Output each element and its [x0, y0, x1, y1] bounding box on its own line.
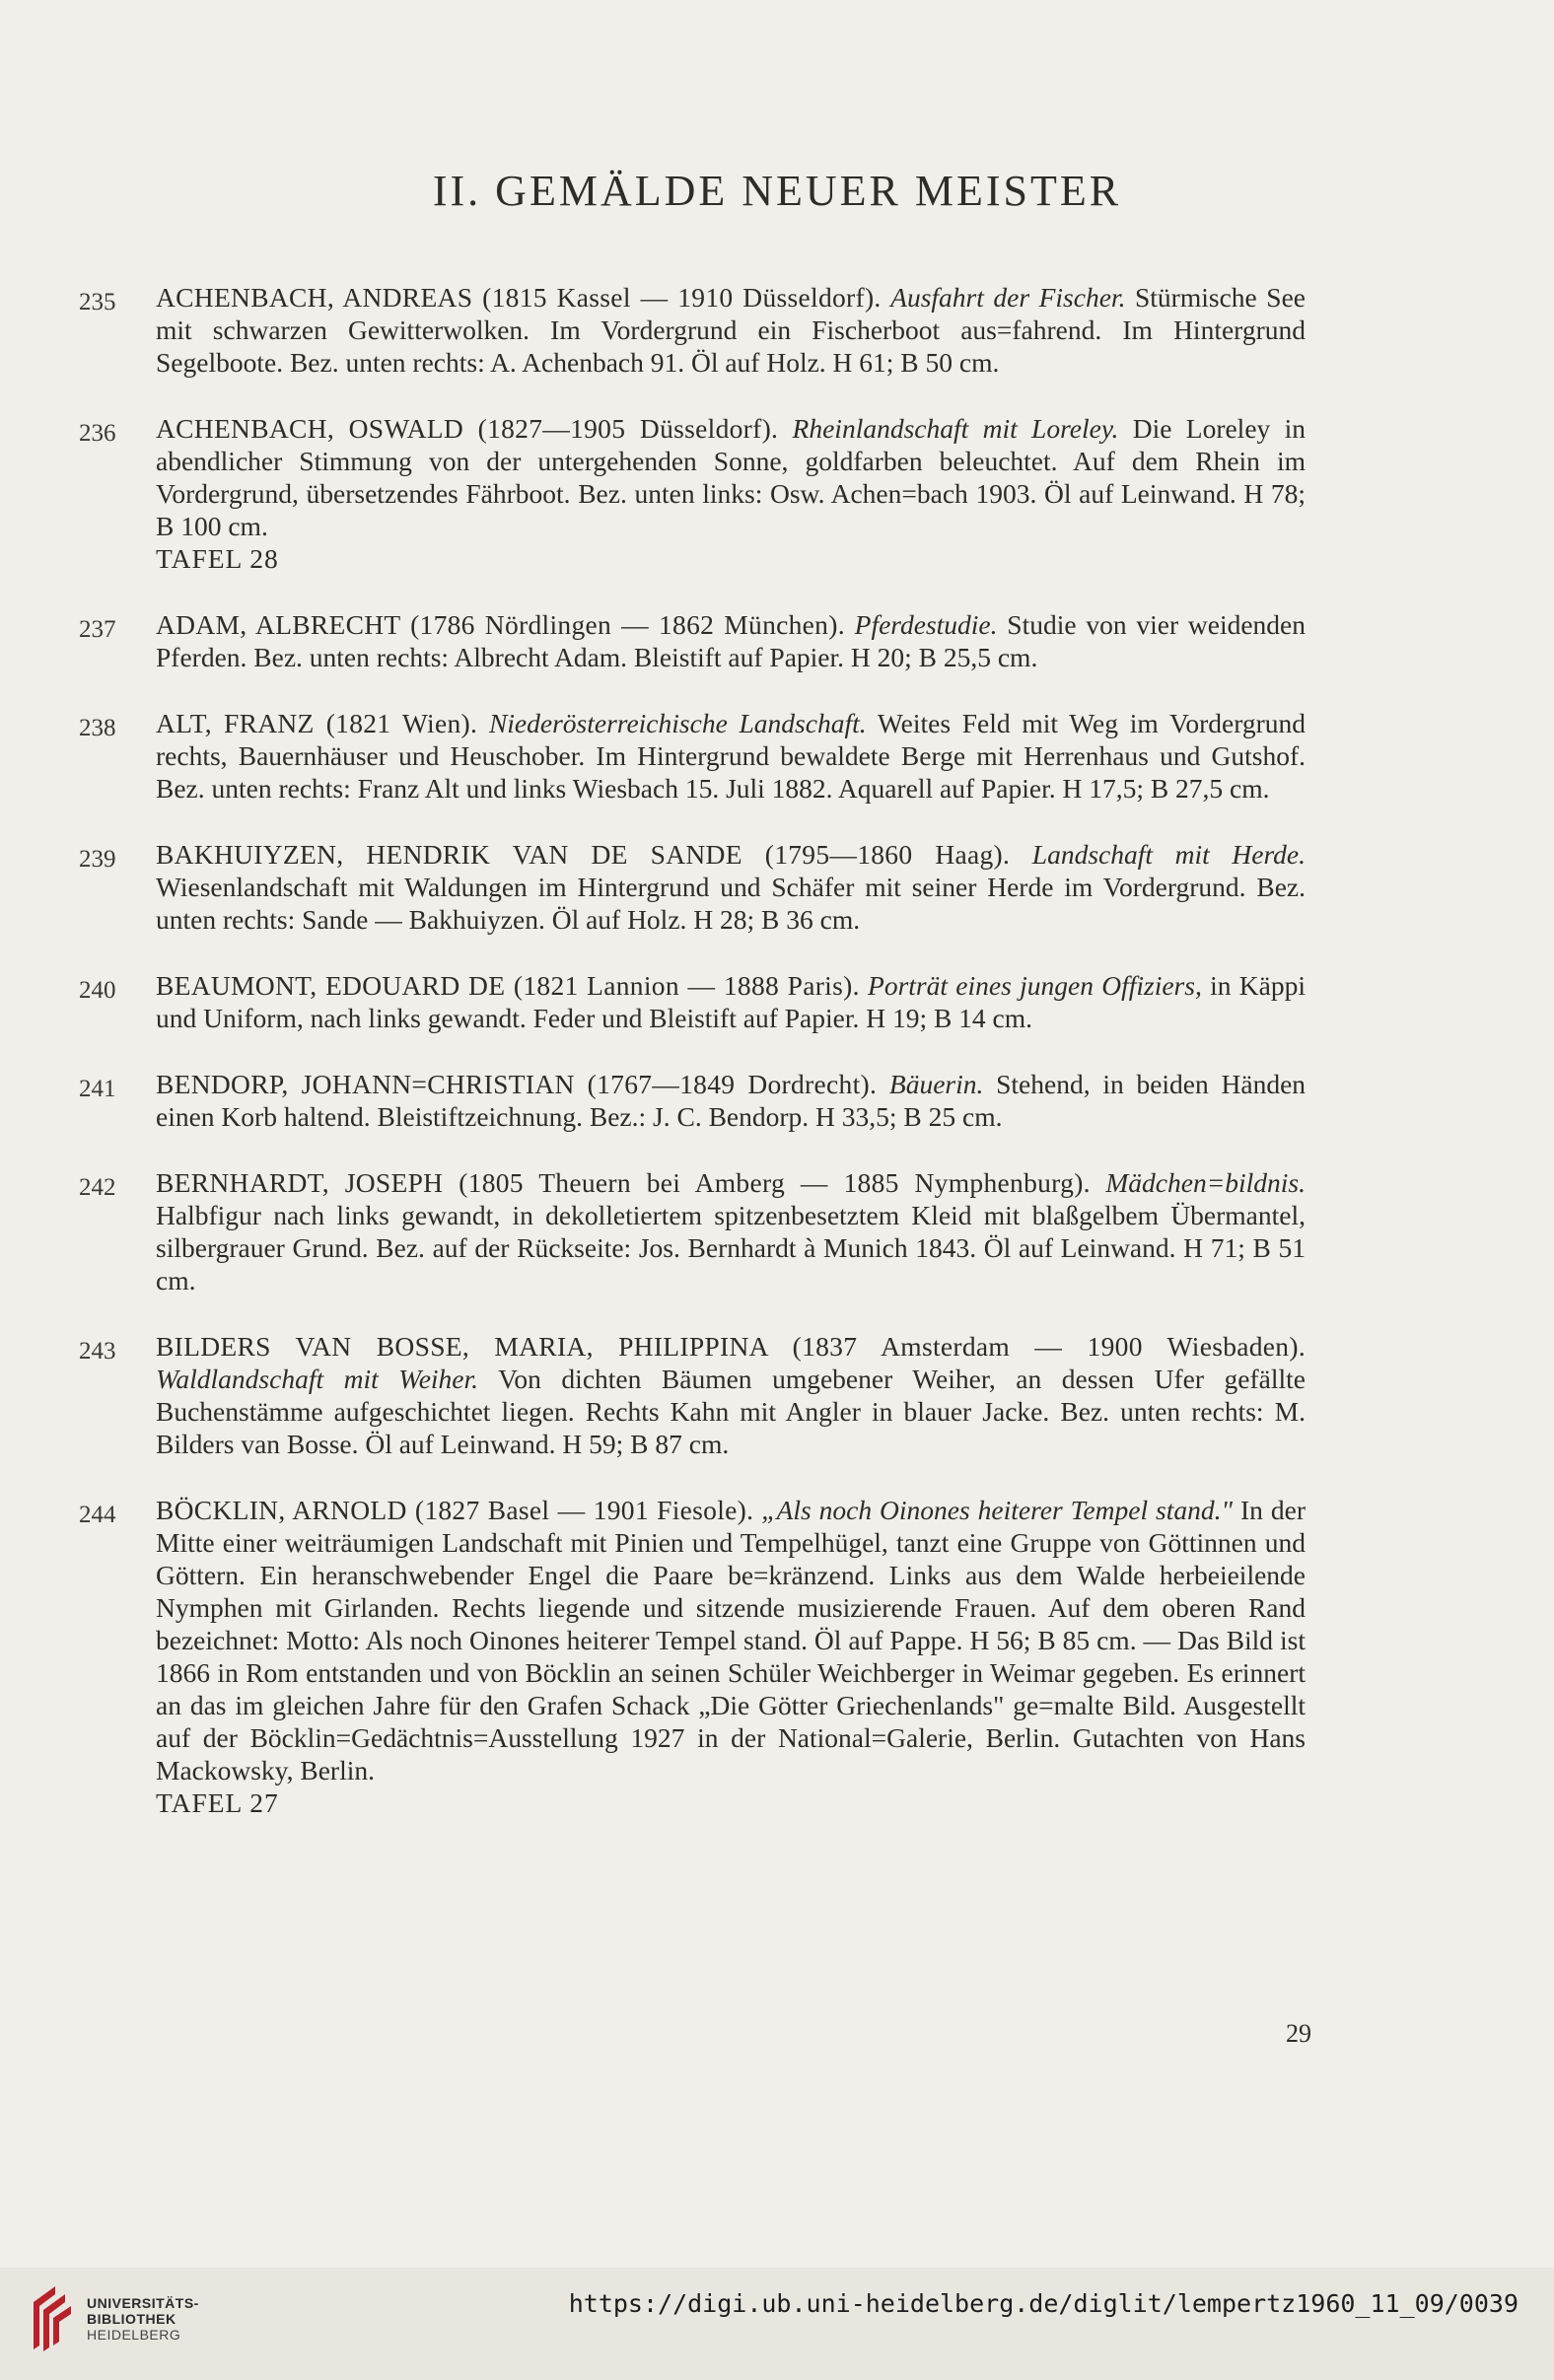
entry-number: 239	[79, 846, 116, 873]
entry-number: 235	[79, 289, 116, 315]
catalog-entry	[0, 608, 1554, 673]
entry-number: 244	[79, 1502, 116, 1528]
entry-description: Halbfigur nach links gewandt, in dekolletiertem spitzenbesetztem Kleid mit blaßgelbem Übermantel, silbergrauer Grund. Bez. auf der Rückseite: Jos. Bernhardt à Munich 1843. Öl auf Leinwand. H 71; B 51 cm.	[156, 1200, 1306, 1295]
entry-text	[156, 1068, 1306, 1133]
entry-description: in Käppi und Uniform, nach links gewandt. Feder und Bleistift auf Papier. H 19; B 14 cm.	[156, 970, 1306, 1033]
footer-bar	[0, 2268, 1554, 2380]
entry-work-title: Niederösterreichische Landschaft.	[488, 708, 867, 738]
library-logo-text	[87, 2295, 199, 2343]
entry-text	[156, 1166, 1306, 1296]
entry-number: 240	[79, 977, 116, 1004]
entry-plate-reference: TAFEL 28	[156, 543, 279, 574]
catalog-entry	[0, 838, 1554, 936]
logo-line-1: UNIVERSITÄTS-	[87, 2295, 199, 2311]
entry-number: 242	[79, 1174, 116, 1201]
entry-text	[156, 412, 1306, 575]
entry-number: 241	[79, 1076, 116, 1102]
entry-plate-reference: TAFEL 27	[156, 1787, 279, 1818]
entry-description: Weites Feld mit Weg im Vordergrund rechts, Bauernhäuser und Heuschober. Im Hintergrund bewaldete Berge mit Herrenhaus und Gutshof. Bez. unten rechts: Franz Alt und links Wiesbach 15. Juli 1882. Aquarell auf Papier. H 17,5; B 27,5 cm.	[156, 708, 1307, 804]
page-title: II. GEMÄLDE NEUER MEISTER	[432, 167, 1122, 215]
entry-artist: ALT, FRANZ (1821 Wien).	[156, 708, 478, 738]
entry-number: 237	[79, 616, 116, 643]
logo-line-3: HEIDELBERG	[87, 2327, 181, 2343]
entry-text	[156, 1330, 1306, 1460]
entry-artist: BAKHUIYZEN, HENDRIK VAN DE SANDE (1795—1860 Haag).	[156, 839, 1011, 870]
page-number: 29	[1286, 2019, 1311, 2048]
catalog-entry	[0, 281, 1554, 379]
entry-text	[156, 608, 1306, 673]
entry-work-title: „Als noch Oinones heiterer Tempel stand."	[761, 1495, 1234, 1525]
catalog-entry	[0, 1330, 1554, 1460]
entry-work-title: Ausfahrt der Fischer.	[890, 282, 1126, 313]
entry-number: 238	[79, 715, 116, 741]
catalog-entry	[0, 707, 1554, 805]
entry-work-title: Rheinlandschaft mit Loreley.	[792, 413, 1119, 444]
entry-work-title: Porträt eines jungen Offiziers,	[868, 970, 1202, 1001]
entry-text	[156, 969, 1306, 1034]
entry-number: 243	[79, 1338, 116, 1365]
entry-text	[156, 838, 1306, 936]
catalog-entry	[0, 412, 1554, 575]
entry-text	[156, 707, 1306, 805]
entry-artist: ACHENBACH, ANDREAS (1815 Kassel — 1910 Düsseldorf).	[156, 282, 882, 313]
entry-work-title: Mädchen=bildnis.	[1105, 1167, 1306, 1198]
entry-work-title: Waldlandschaft mit Weiher.	[156, 1364, 479, 1394]
entry-artist: BENDORP, JOHANN=CHRISTIAN (1767—1849 Dordrecht).	[156, 1069, 878, 1099]
catalog-entry	[0, 969, 1554, 1034]
entry-description: Studie von vier weidenden Pferden. Bez. unten rechts: Albrecht Adam. Bleistift auf Papier. H 20; B 25,5 cm.	[156, 609, 1307, 672]
entry-work-title: Pferdestudie.	[854, 609, 998, 640]
entry-artist: BILDERS VAN BOSSE, MARIA, PHILIPPINA (1837 Amsterdam — 1900 Wiesbaden).	[156, 1331, 1306, 1362]
entry-text	[156, 1494, 1306, 1819]
catalog-entry	[0, 1494, 1554, 1819]
catalog-entry	[0, 1068, 1554, 1133]
entry-description: Stehend, in beiden Händen einen Korb haltend. Bleistiftzeichnung. Bez.: J. C. Bendorp. H 33,5; B 25 cm.	[156, 1069, 1307, 1132]
entry-artist: ADAM, ALBRECHT (1786 Nördlingen — 1862 München).	[156, 609, 845, 640]
entry-artist: ACHENBACH, OSWALD (1827—1905 Düsseldorf).	[156, 413, 779, 444]
entry-text	[156, 281, 1306, 379]
entry-work-title: Landschaft mit Herde.	[1031, 839, 1306, 870]
entry-description: Die Loreley in abendlicher Stimmung von der untergehenden Sonne, goldfarben beleuchtet. Auf dem Rhein im Vordergrund, übersetzendes Fährboot. Bez. unten links: Osw. Achen=bach 1903. Öl auf Leinwand. H 78; B 100 cm.	[156, 413, 1306, 541]
entry-description: Wiesenlandschaft mit Waldungen im Hintergrund und Schäfer mit seiner Herde im Vordergrund. Bez. unten rechts: Sande — Bakhuiyzen. Öl auf Holz. H 28; B 36 cm.	[156, 872, 1306, 935]
entry-description: Stürmische See mit schwarzen Gewitterwolken. Im Vordergrund ein Fischerboot aus=fahrend. Im Hintergrund Segelboote. Bez. unten rechts: A. Achenbach 91. Öl auf Holz. H 61; B 50 cm.	[156, 282, 1306, 378]
entry-artist: BERNHARDT, JOSEPH (1805 Theuern bei Amberg — 1885 Nymphenburg).	[156, 1167, 1091, 1198]
entry-list	[0, 281, 1554, 1853]
entry-artist: BEAUMONT, EDOUARD DE (1821 Lannion — 1888 Paris).	[156, 970, 860, 1001]
entry-description: In der Mitte einer weiträumigen Landschaft mit Pinien und Tempelhügel, tanzt eine Gruppe von Göttinnen und Göttern. Ein heranschwebender Engel die Paare be=kränzend. Links aus dem Walde herbeieilende Nymphen mit Girlanden. Rechts liegende und sitzende musizierende Frauen. Auf dem oberen Rand bezeichnet: Motto: Als noch Oinones heiterer Tempel stand. Öl auf Pappe. H 56; B 85 cm. — Das Bild ist 1866 in Rom entstanden und von Böcklin an seinen Schüler Weichberger in Weimar gegeben. Es erinnert an das im gleichen Jahre für den Grafen Schack „Die Götter Griechenlands" ge=malte Bild. Ausgestellt auf der Böcklin=Gedächtnis=Ausstellung 1927 in der National=Galerie, Berlin. Gutachten von Hans Mackowsky, Berlin.	[156, 1495, 1306, 1785]
entry-description: Von dichten Bäumen umgebener Weiher, an dessen Ufer gefällte Buchenstämme aufgeschichtet liegen. Rechts Kahn mit Angler in blauer Jacke. Bez. unten rechts: M. Bilders van Bosse. Öl auf Leinwand. H 59; B 87 cm.	[156, 1364, 1306, 1459]
library-logo-icon	[30, 2282, 73, 2353]
catalog-entry	[0, 1166, 1554, 1296]
logo-line-2: BIBLIOTHEK	[87, 2311, 177, 2327]
entry-work-title: Bäuerin.	[888, 1069, 984, 1099]
source-url-link[interactable]: https://digi.ub.uni-heidelberg.de/diglit/lempertz1960_11_09/0039	[568, 2289, 1519, 2318]
entry-artist: BÖCKLIN, ARNOLD (1827 Basel — 1901 Fiesole).	[156, 1495, 754, 1525]
entry-number: 236	[79, 420, 116, 447]
